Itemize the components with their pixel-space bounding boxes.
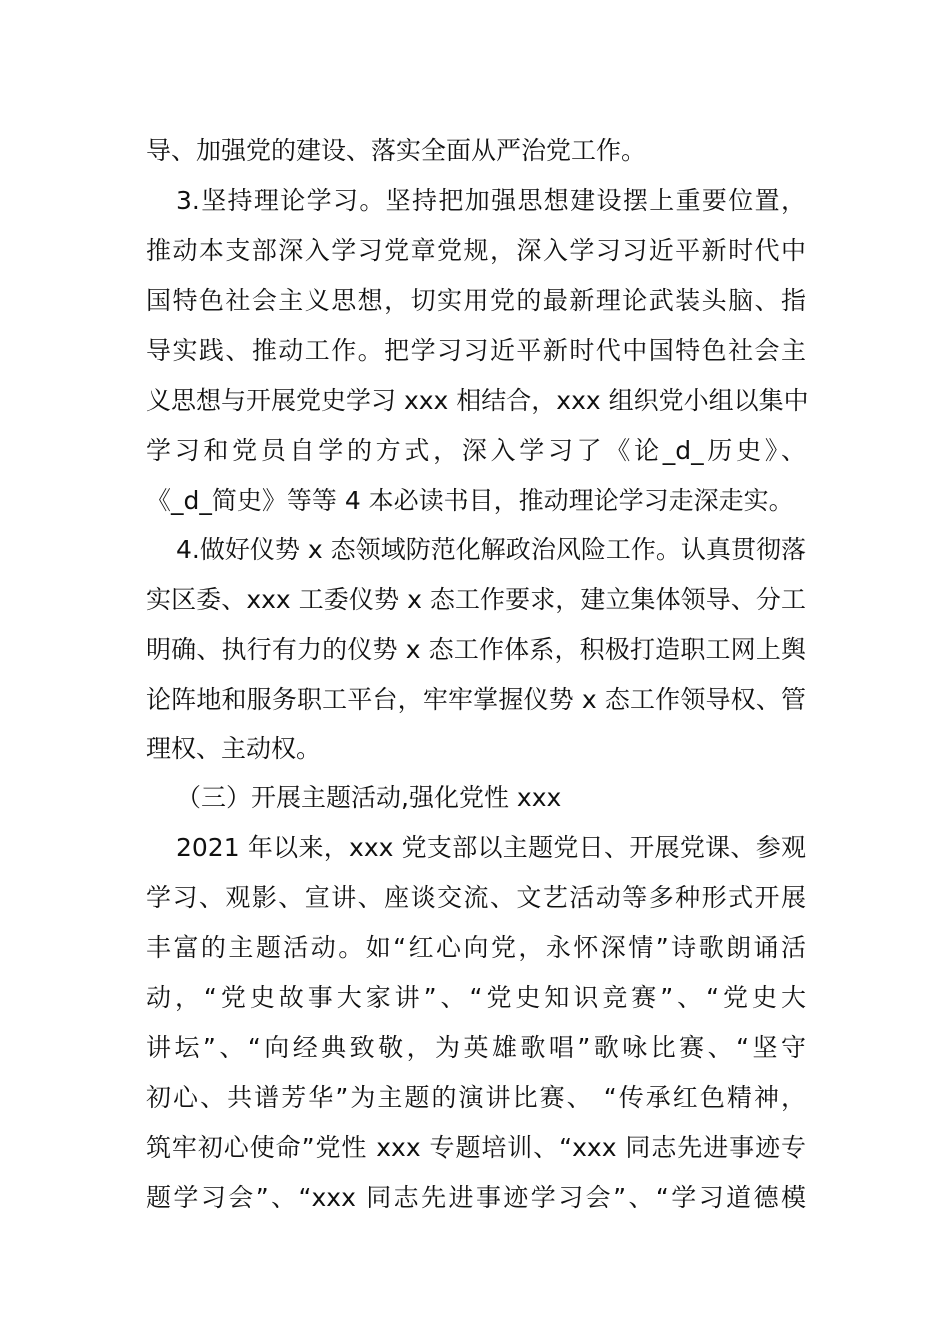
text-line-3: 推动本支部深入学习党章党规，深入学习习近平新时代中 bbox=[146, 236, 806, 265]
text-line-7: 学习和党员自学的方式，深入学习了《论_d_历史》、 bbox=[146, 436, 806, 465]
text-line-19: 讲坛”、“向经典致敬，为英雄歌唱”歌咏比赛、“坚守 bbox=[146, 1033, 806, 1062]
text-line-18: 动，“党史故事大家讲”、“党史知识竞赛”、“党史大 bbox=[146, 983, 806, 1012]
text-line-13: 理权、主动权。 bbox=[146, 734, 322, 763]
text-line-8: 《_d_简史》等等 4 本必读书目，推动理论学习走深走实。 bbox=[146, 486, 794, 515]
text-line-20: 初心、共谱芳华”为主题的演讲比赛、 “传承红色精神， bbox=[146, 1083, 806, 1112]
text-line-2: 3.坚持理论学习。坚持把加强思想建设摆上重要位置， bbox=[176, 186, 806, 215]
text-line-12: 论阵地和服务职工平台，牢牢掌握仪势 x 态工作领导权、管 bbox=[146, 685, 806, 714]
text-line-22: 题学习会”、“xxx 同志先进事迹学习会”、“学习道德模 bbox=[146, 1183, 806, 1212]
text-line-4: 国特色社会主义思想，切实用党的最新理论武装头脑、指 bbox=[146, 286, 806, 315]
text-line-15: 2021 年以来，xxx 党支部以主题党日、开展党课、参观 bbox=[176, 833, 806, 862]
text-line-10: 实区委、xxx 工委仪势 x 态工作要求，建立集体领导、分工 bbox=[146, 585, 806, 614]
text-line-16: 学习、观影、宣讲、座谈交流、文艺活动等多种形式开展 bbox=[146, 883, 806, 912]
text-line-9: 4.做好仪势 x 态领域防范化解政治风险工作。认真贯彻落 bbox=[176, 535, 806, 564]
text-line-5: 导实践、推动工作。把学习习近平新时代中国特色社会主 bbox=[146, 336, 806, 365]
section-heading: （三）开展主题活动,强化党性 xxx bbox=[176, 783, 562, 812]
text-line-11: 明确、执行有力的仪势 x 态工作体系，积极打造职工网上舆 bbox=[146, 635, 806, 664]
text-line-1: 导、加强党的建设、落实全面从严治党工作。 bbox=[146, 136, 647, 165]
text-line-21: 筑牢初心使命”党性 xxx 专题培训、“xxx 同志先进事迹专 bbox=[146, 1133, 806, 1162]
text-line-6: 义思想与开展党史学习 xxx 相结合，xxx 组织党小组以集中 bbox=[146, 386, 809, 415]
text-line-17: 丰富的主题活动。如“红心向党，永怀深情”诗歌朗诵活 bbox=[146, 933, 806, 962]
